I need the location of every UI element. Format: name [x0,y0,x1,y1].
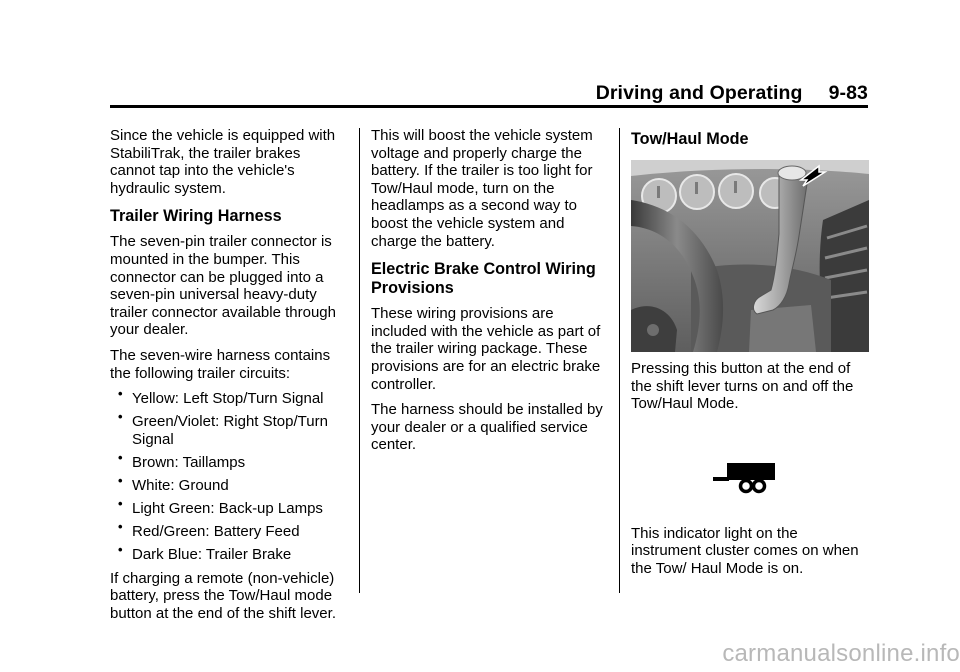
installation-paragraph: The harness should be installed by your dealer or a qualified service center. [371,401,603,454]
tow-haul-heading: Tow/Haul Mode [631,130,749,148]
provisions-paragraph: These wiring provisions are included with the vehicle as part of the trailer wiring package. These provisions are for an electric brake controller. [371,305,601,393]
page-header [596,82,868,105]
voltage-paragraph: This will boost the vehicle system voltage and properly charge the battery. If the trailer is too light for Tow/Haul mode, turn on the headlamps as a second way to boost the vehicle system and charge the battery. [371,127,593,250]
remote-battery-paragraph: If charging a remote (non-vehicle) battery, press the Tow/Haul mode button at the end of the shift lever. [110,569,336,623]
trailer-wiring-heading: Trailer Wiring Harness [110,207,282,226]
list-item: • White: Ground [118,473,229,494]
list-item: • Red/Green: Battery Feed [118,519,300,541]
list-item: • Brown: Taillamps [118,449,246,471]
tow-haul-trailer-icon [713,463,777,497]
list-item: • Green/Violet: Right Stop/Turn Signal [118,409,328,448]
column-divider-2 [619,128,620,593]
shift-lever-photo [631,160,869,352]
button-paragraph: Pressing this button at the end of the shift lever turns on and off the Tow/Haul Mode. [631,360,854,413]
bullet-icon: • [118,496,123,512]
bullet-icon: • [118,409,123,425]
watermark: carmanualsonline.info [722,640,960,667]
list-item: • Light Green: Back-up Lamps [118,496,323,518]
bullet-icon: • [118,542,123,558]
connector-paragraph: The seven-pin trailer connector is mounted in the bumper. This connector can be plugged into a seven-pin universal heavy-duty trailer connector available through your dealer. [110,233,336,339]
header-rule [110,105,868,108]
stabilitrak-paragraph: Since the vehicle is equipped with StabiliTrak, the trailer brakes cannot tap into the vehicle's hydraulic system. [110,127,336,197]
bullet-icon: • [118,386,123,402]
page-number: 9-83 [828,82,868,104]
bullet-icon: • [118,473,123,488]
bullet-icon: • [118,519,123,535]
list-item: • Dark Blue: Trailer Brake [118,542,292,564]
brake-control-heading: Electric Brake Control Wiring Provisions [371,260,596,298]
harness-paragraph: The seven-wire harness contains the following trailer circuits: [110,346,331,382]
column-3 [631,127,871,586]
indicator-paragraph: This indicator light on the instrument cluster comes on when the Tow/ Haul Mode is on. [631,524,859,577]
column-2 [371,127,607,462]
circuit-list [110,386,348,564]
list-item: • Yellow: Left Stop/Turn Signal [118,386,324,408]
section-title: Driving and Operating [595,82,803,104]
bullet-icon: • [118,449,123,465]
column-1 [110,127,348,631]
column-divider-1 [359,128,360,593]
